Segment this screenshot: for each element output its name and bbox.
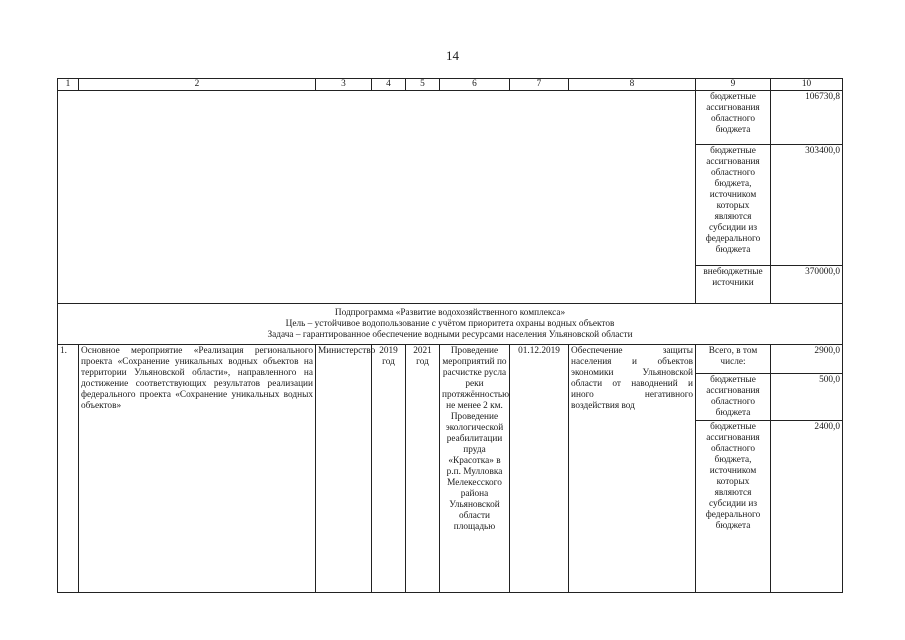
funding-amount: 106730,8 — [771, 91, 843, 145]
col-header-6: 6 — [440, 79, 510, 91]
executor: Министерство — [316, 345, 372, 593]
due-date: 01.12.2019 — [510, 345, 569, 593]
col-header-9: 9 — [696, 79, 771, 91]
funding-amount: 2400,0 — [771, 421, 843, 593]
col-header-5: 5 — [406, 79, 440, 91]
table-row — [58, 91, 843, 145]
funding-source: бюджетные ассигнования областного бюджета — [696, 91, 771, 145]
col-header-8: 8 — [569, 79, 696, 91]
col-header-4: 4 — [372, 79, 406, 91]
funding-amount: 303400,0 — [771, 145, 843, 266]
funding-source: внебюджетные источники — [696, 266, 771, 304]
funding-amount: 2900,0 — [771, 345, 843, 374]
funding-amount: 370000,0 — [771, 266, 843, 304]
expected-result: Обеспечение защиты населения и объектов экономики Ульяновской области от наводнений и иного негативного воздействия вод — [569, 345, 696, 593]
indicator: Проведение мероприятий по расчистке русла реки протяжённостью не менее 2 км. Проведение экологической реабилитации пруда «Красотка» в р.п. Мулловка Мелекесского района Ульяновской области площадью — [440, 345, 510, 593]
row-number: 1. — [58, 345, 79, 593]
continued-empty-cell — [58, 91, 696, 304]
col-header-10: 10 — [771, 79, 843, 91]
table-row — [58, 345, 843, 374]
funding-source: бюджетные ассигнования областного бюджета, источником которых являются субсидии из федерального бюджета — [696, 145, 771, 266]
funding-source: бюджетные ассигнования областного бюджета, источником которых являются субсидии из федерального бюджета — [696, 421, 771, 593]
funding-source: бюджетные ассигнования областного бюджета — [696, 374, 771, 421]
col-header-1: 1 — [58, 79, 79, 91]
subprogram-goal: Цель – устойчивое водопользование с учётом приоритета охраны водных объектов — [285, 319, 615, 329]
subprogram-task: Задача – гарантированное обеспечение водными ресурсами населения Ульяновской области — [267, 330, 633, 340]
subprogram-cell — [58, 304, 843, 345]
subprogram-title: Подпрограмма «Развитие водохозяйственного комплекса» — [334, 308, 566, 318]
page-number: 14 — [446, 48, 459, 63]
col-header-3: 3 — [316, 79, 372, 91]
funding-amount: 500,0 — [771, 374, 843, 421]
year-start: 2019 год — [372, 345, 406, 593]
year-end: 2021 год — [406, 345, 440, 593]
subprogram-row — [58, 304, 843, 345]
program-table — [57, 78, 843, 593]
col-header-7: 7 — [510, 79, 569, 91]
measure-name: Основное мероприятие «Реализация регионального проекта «Сохранение уникальных водных объектов на территории Ульяновской области», направленного на достижение соответствующих результатов реализации федерального проекта «Сохранение уникальных водных объектов» — [79, 345, 316, 593]
funding-source: Всего, в том числе: — [696, 345, 771, 374]
col-header-2: 2 — [79, 79, 316, 91]
column-number-row — [58, 79, 843, 91]
